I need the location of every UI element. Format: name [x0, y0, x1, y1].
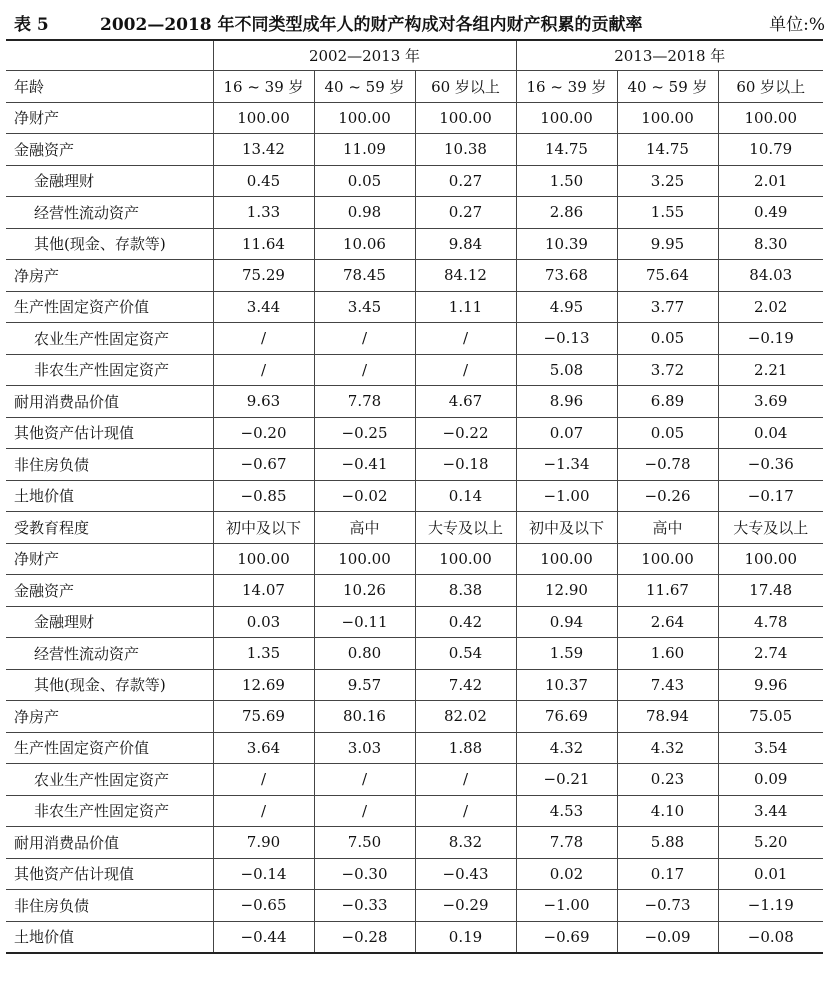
table-row [6, 795, 823, 827]
group-header-row [6, 71, 823, 103]
value-cell: 75.29 [213, 260, 314, 292]
value-cell: 1.59 [516, 638, 617, 670]
value-cell: 3.69 [718, 386, 823, 418]
table-number: 表 5 [14, 15, 49, 35]
table-row [6, 921, 823, 953]
value-cell: 6.89 [617, 386, 718, 418]
group-header-label: 年龄 [6, 71, 213, 103]
row-label: 其他(现金、存款等) [6, 669, 213, 701]
row-label: 经营性流动资产 [6, 638, 213, 670]
value-cell: / [415, 354, 516, 386]
value-cell: 11.67 [617, 575, 718, 607]
value-cell: 100.00 [314, 543, 415, 575]
value-cell: 8.96 [516, 386, 617, 418]
value-cell: 0.05 [314, 165, 415, 197]
table-row [6, 890, 823, 922]
value-cell: 14.07 [213, 575, 314, 607]
value-cell: 80.16 [314, 701, 415, 733]
value-cell: −1.00 [516, 480, 617, 512]
value-cell: −0.69 [516, 921, 617, 953]
value-cell: 0.27 [415, 197, 516, 229]
value-cell: 14.75 [617, 134, 718, 166]
value-cell: 73.68 [516, 260, 617, 292]
row-label: 土地价值 [6, 921, 213, 953]
value-cell: 1.55 [617, 197, 718, 229]
table-row [6, 858, 823, 890]
group-header: 大专及以上 [718, 512, 823, 544]
value-cell: 100.00 [516, 102, 617, 134]
value-cell: 3.64 [213, 732, 314, 764]
value-cell: 100.00 [718, 543, 823, 575]
value-cell: 0.19 [415, 921, 516, 953]
value-cell: 9.57 [314, 669, 415, 701]
value-cell: −1.00 [516, 890, 617, 922]
row-label: 生产性固定资产价值 [6, 291, 213, 323]
value-cell: 78.94 [617, 701, 718, 733]
value-cell: −0.26 [617, 480, 718, 512]
value-cell: 0.04 [718, 417, 823, 449]
value-cell: 4.78 [718, 606, 823, 638]
table-row [6, 606, 823, 638]
group-header: 40 ~ 59 岁 [617, 71, 718, 103]
row-label: 其他(现金、存款等) [6, 228, 213, 260]
value-cell: 100.00 [617, 102, 718, 134]
value-cell: −0.17 [718, 480, 823, 512]
value-cell: 100.00 [516, 543, 617, 575]
value-cell: 1.60 [617, 638, 718, 670]
group-header: 60 岁以上 [415, 71, 516, 103]
value-cell: −0.41 [314, 449, 415, 481]
row-label: 农业生产性固定资产 [6, 323, 213, 355]
unit-label: 单位:% [769, 15, 825, 35]
value-cell: −0.09 [617, 921, 718, 953]
value-cell: 100.00 [213, 102, 314, 134]
table-row [6, 165, 823, 197]
value-cell: / [314, 323, 415, 355]
value-cell: 1.88 [415, 732, 516, 764]
table-row [6, 480, 823, 512]
value-cell: 0.23 [617, 764, 718, 796]
value-cell: 5.88 [617, 827, 718, 859]
value-cell: 2.01 [718, 165, 823, 197]
value-cell: 7.43 [617, 669, 718, 701]
value-cell: −0.22 [415, 417, 516, 449]
table-row [6, 701, 823, 733]
value-cell: 7.78 [516, 827, 617, 859]
group-header-label: 受教育程度 [6, 512, 213, 544]
table-row [6, 449, 823, 481]
value-cell: 2.02 [718, 291, 823, 323]
value-cell: 7.90 [213, 827, 314, 859]
value-cell: −0.67 [213, 449, 314, 481]
value-cell: 0.07 [516, 417, 617, 449]
value-cell: 100.00 [617, 543, 718, 575]
value-cell: / [415, 795, 516, 827]
value-cell: 100.00 [213, 543, 314, 575]
row-label: 土地价值 [6, 480, 213, 512]
value-cell: −0.11 [314, 606, 415, 638]
table-row [6, 764, 823, 796]
value-cell: 4.32 [516, 732, 617, 764]
value-cell: / [213, 354, 314, 386]
group-header: 初中及以下 [213, 512, 314, 544]
value-cell: 10.79 [718, 134, 823, 166]
value-cell: 0.54 [415, 638, 516, 670]
group-header: 初中及以下 [516, 512, 617, 544]
value-cell: −0.02 [314, 480, 415, 512]
group-header-row [6, 512, 823, 544]
value-cell: 3.45 [314, 291, 415, 323]
value-cell: 0.27 [415, 165, 516, 197]
value-cell: 10.39 [516, 228, 617, 260]
value-cell: 4.32 [617, 732, 718, 764]
row-label: 生产性固定资产价值 [6, 732, 213, 764]
value-cell: −0.85 [213, 480, 314, 512]
value-cell: / [213, 795, 314, 827]
row-label: 其他资产估计现值 [6, 858, 213, 890]
value-cell: −0.14 [213, 858, 314, 890]
value-cell: −0.73 [617, 890, 718, 922]
value-cell: 100.00 [314, 102, 415, 134]
value-cell: / [213, 764, 314, 796]
row-label: 其他资产估计现值 [6, 417, 213, 449]
row-label: 金融理财 [6, 165, 213, 197]
table-row [6, 102, 823, 134]
value-cell: −0.19 [718, 323, 823, 355]
value-cell: / [314, 764, 415, 796]
value-cell: −0.65 [213, 890, 314, 922]
value-cell: 3.44 [718, 795, 823, 827]
period-header: 2002—2013 年 [213, 40, 516, 71]
value-cell: 84.03 [718, 260, 823, 292]
value-cell: 0.01 [718, 858, 823, 890]
value-cell: 10.26 [314, 575, 415, 607]
value-cell: 4.53 [516, 795, 617, 827]
value-cell: 7.42 [415, 669, 516, 701]
value-cell: 1.35 [213, 638, 314, 670]
value-cell: 0.05 [617, 323, 718, 355]
value-cell: 12.69 [213, 669, 314, 701]
table-row [6, 291, 823, 323]
value-cell: 0.14 [415, 480, 516, 512]
value-cell: 100.00 [718, 102, 823, 134]
value-cell: 10.06 [314, 228, 415, 260]
value-cell: 9.84 [415, 228, 516, 260]
row-label: 农业生产性固定资产 [6, 764, 213, 796]
value-cell: 3.54 [718, 732, 823, 764]
row-label: 净财产 [6, 102, 213, 134]
value-cell: 0.80 [314, 638, 415, 670]
table-row [6, 575, 823, 607]
value-cell: 3.72 [617, 354, 718, 386]
value-cell: 2.86 [516, 197, 617, 229]
value-cell: 5.08 [516, 354, 617, 386]
table-row [6, 197, 823, 229]
table-row [6, 228, 823, 260]
value-cell: 13.42 [213, 134, 314, 166]
value-cell: 17.48 [718, 575, 823, 607]
table-row [6, 638, 823, 670]
value-cell: 12.90 [516, 575, 617, 607]
value-cell: 8.38 [415, 575, 516, 607]
value-cell: 1.50 [516, 165, 617, 197]
value-cell: 3.44 [213, 291, 314, 323]
value-cell: 7.78 [314, 386, 415, 418]
group-header: 大专及以上 [415, 512, 516, 544]
table-row [6, 732, 823, 764]
value-cell: 11.09 [314, 134, 415, 166]
group-header: 高中 [617, 512, 718, 544]
group-header: 16 ~ 39 岁 [213, 71, 314, 103]
value-cell: 8.30 [718, 228, 823, 260]
value-cell: 82.02 [415, 701, 516, 733]
value-cell: 3.03 [314, 732, 415, 764]
table-caption: 2002—2018 年不同类型成年人的财产构成对各组内财产积累的贡献率 [100, 15, 643, 35]
value-cell: −0.08 [718, 921, 823, 953]
value-cell: 0.09 [718, 764, 823, 796]
value-cell: 0.45 [213, 165, 314, 197]
row-label: 金融资产 [6, 134, 213, 166]
value-cell: / [415, 764, 516, 796]
table-row [6, 417, 823, 449]
row-label: 净财产 [6, 543, 213, 575]
value-cell: 10.38 [415, 134, 516, 166]
value-cell: 76.69 [516, 701, 617, 733]
value-cell: 3.77 [617, 291, 718, 323]
value-cell: 1.11 [415, 291, 516, 323]
value-cell: −0.28 [314, 921, 415, 953]
corner-cell [6, 40, 213, 71]
value-cell: 3.25 [617, 165, 718, 197]
value-cell: 4.10 [617, 795, 718, 827]
value-cell: 2.64 [617, 606, 718, 638]
value-cell: 0.94 [516, 606, 617, 638]
group-header: 16 ~ 39 岁 [516, 71, 617, 103]
value-cell: −0.43 [415, 858, 516, 890]
value-cell: 84.12 [415, 260, 516, 292]
value-cell: 9.95 [617, 228, 718, 260]
table-row [6, 260, 823, 292]
value-cell: / [314, 354, 415, 386]
value-cell: 5.20 [718, 827, 823, 859]
row-label: 经营性流动资产 [6, 197, 213, 229]
group-header: 高中 [314, 512, 415, 544]
value-cell: −0.20 [213, 417, 314, 449]
row-label: 非住房负债 [6, 890, 213, 922]
table-row [6, 354, 823, 386]
value-cell: 2.21 [718, 354, 823, 386]
value-cell: 4.67 [415, 386, 516, 418]
value-cell: 11.64 [213, 228, 314, 260]
row-label: 净房产 [6, 260, 213, 292]
table-row [6, 827, 823, 859]
value-cell: −0.13 [516, 323, 617, 355]
value-cell: −0.78 [617, 449, 718, 481]
table-row [6, 543, 823, 575]
value-cell: 2.74 [718, 638, 823, 670]
value-cell: −0.29 [415, 890, 516, 922]
value-cell: 10.37 [516, 669, 617, 701]
period-header: 2013—2018 年 [516, 40, 823, 71]
value-cell: −0.30 [314, 858, 415, 890]
value-cell: 9.96 [718, 669, 823, 701]
row-label: 耐用消费品价值 [6, 386, 213, 418]
value-cell: 75.64 [617, 260, 718, 292]
value-cell: 1.33 [213, 197, 314, 229]
group-header: 60 岁以上 [718, 71, 823, 103]
value-cell: 0.03 [213, 606, 314, 638]
table-row [6, 323, 823, 355]
value-cell: 0.17 [617, 858, 718, 890]
row-label: 耐用消费品价值 [6, 827, 213, 859]
table-row [6, 386, 823, 418]
value-cell: 78.45 [314, 260, 415, 292]
value-cell: 8.32 [415, 827, 516, 859]
row-label: 净房产 [6, 701, 213, 733]
value-cell: 75.69 [213, 701, 314, 733]
value-cell: 100.00 [415, 543, 516, 575]
value-cell: / [415, 323, 516, 355]
value-cell: 0.49 [718, 197, 823, 229]
row-label: 非农生产性固定资产 [6, 795, 213, 827]
row-label: 金融资产 [6, 575, 213, 607]
value-cell: −0.33 [314, 890, 415, 922]
value-cell: 0.98 [314, 197, 415, 229]
row-label: 金融理财 [6, 606, 213, 638]
value-cell: 9.63 [213, 386, 314, 418]
period-header-row [6, 40, 823, 71]
value-cell: 75.05 [718, 701, 823, 733]
value-cell: / [213, 323, 314, 355]
value-cell: −1.34 [516, 449, 617, 481]
table-title [14, 10, 825, 34]
row-label: 非住房负债 [6, 449, 213, 481]
value-cell: 7.50 [314, 827, 415, 859]
value-cell: −0.25 [314, 417, 415, 449]
contribution-table [6, 39, 823, 954]
value-cell: −0.18 [415, 449, 516, 481]
value-cell: −1.19 [718, 890, 823, 922]
value-cell: 4.95 [516, 291, 617, 323]
value-cell: 0.05 [617, 417, 718, 449]
row-label: 非农生产性固定资产 [6, 354, 213, 386]
group-header: 40 ~ 59 岁 [314, 71, 415, 103]
value-cell: −0.21 [516, 764, 617, 796]
value-cell: 100.00 [415, 102, 516, 134]
table-row [6, 669, 823, 701]
value-cell: −0.36 [718, 449, 823, 481]
value-cell: 0.02 [516, 858, 617, 890]
value-cell: / [314, 795, 415, 827]
table-row [6, 134, 823, 166]
value-cell: 14.75 [516, 134, 617, 166]
value-cell: 0.42 [415, 606, 516, 638]
value-cell: −0.44 [213, 921, 314, 953]
